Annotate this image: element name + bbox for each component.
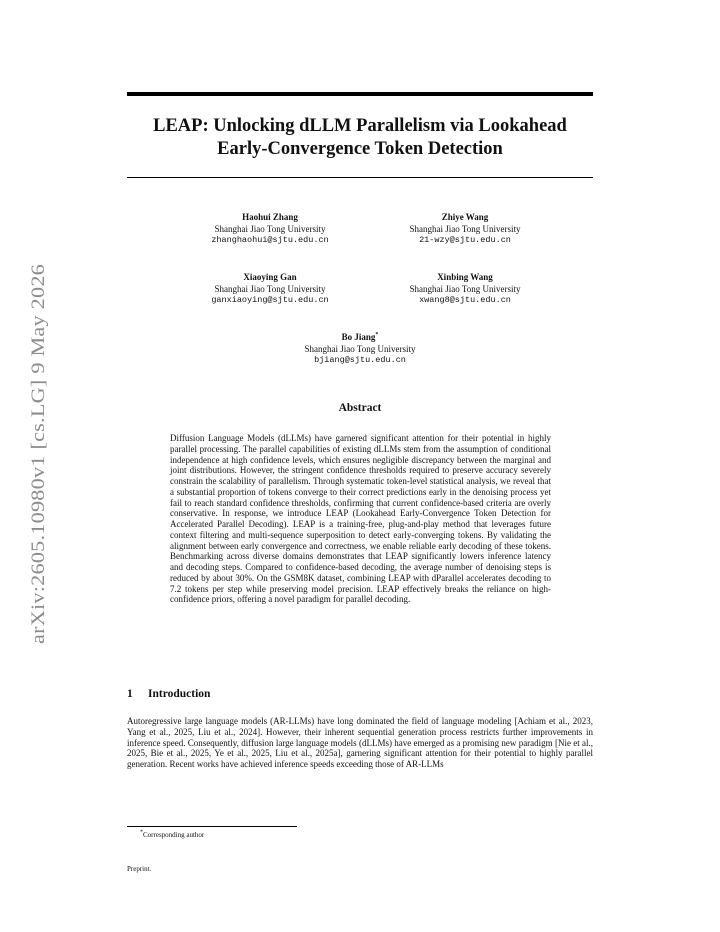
footnote-marker: *: [140, 829, 143, 836]
footnote-text: Corresponding author: [143, 831, 205, 839]
abstract-heading: Abstract: [338, 402, 382, 414]
footnote: [140, 831, 204, 839]
author-name: Bo Jiang: [341, 332, 376, 342]
author-name: Xinbing Wang: [437, 272, 493, 282]
abstract-text: Diffusion Language Models (dLLMs) have garnered significant attention for their potential in highly parallel processing. The parallel capabilities of existing dLLMs stem from the assumption of conditional independence at high confidence levels, which ensures negligible discrepancy between the marginal and joint distributions. However, the stringent confidence thresholds required to preserve accuracy severely constrain the scalability of parallelism. Through systematic token-level statistical analysis, we reveal that a substantial proportion of tokens converge to their correct predictions early in the denoising process yet fail to reach standard confidence thresholds, confirming that current confidence-based criteria are overly conservative. In response, we introduce LEAP (Lookahead Early-Convergence Token Detection for Accelerated Parallel Decoding). LEAP is a training-free, plug-and-play method that leverages future context filtering and multi-sequence superposition to detect early-converging tokens. By validating the alignment between early convergence and correctness, we enable reliable early decoding of these tokens. Benchmarking across diverse domains demonstrates that LEAP significantly lowers inference latency and decoding steps. Compared to confidence-based decoding, the average number of denoising steps is reduced by about 30%. On the GSM8K dataset, combining LEAP with dParallel accelerates decoding to 7.2 tokens per step while preserving model precision. LEAP effectively breaks the reliance on high-confidence priors, offering a novel paradigm for parallel decoding.: [170, 433, 551, 605]
arxiv-stamp: [24, 262, 54, 644]
paper-title: LEAP: Unlocking dLLM Parallelism via Lookahead Early-Convergence Token Detection: [153, 116, 567, 159]
author-name: Zhiye Wang: [441, 212, 489, 222]
footnote-rule: [127, 826, 297, 827]
author-email[interactable]: bjiang@sjtu.edu.cn: [314, 355, 406, 365]
author-email[interactable]: xwang8@sjtu.edu.cn: [419, 295, 511, 305]
author-email[interactable]: zhanghaohui@sjtu.edu.cn: [211, 235, 329, 245]
author-email[interactable]: ganxiaoying@sjtu.edu.cn: [211, 295, 329, 305]
author-block: [355, 272, 575, 307]
section-number: 1: [127, 688, 133, 700]
author-affiliation: Shanghai Jiao Tong University: [409, 283, 521, 294]
author-affiliation: Shanghai Jiao Tong University: [409, 223, 521, 234]
author-block: [355, 212, 575, 247]
author-email[interactable]: 21-wzy@sjtu.edu.cn: [419, 235, 511, 245]
title-top-rule: [127, 92, 593, 96]
author-name: Haohui Zhang: [242, 212, 298, 222]
author-block: [250, 332, 470, 367]
author-block: [160, 272, 380, 307]
corresponding-marker: *: [375, 332, 379, 338]
introduction-text: Autoregressive large language models (AR-LLMs) have long dominated the field of language modeling [Achiam et al., 2023, Yang et al., 2025, Liu et al., 2024]. However, their inherent sequential generation process restricts further improvements in inference speed. Consequently, diffusion large language models (dLLMs) have emerged as a promising new paradigm [Nie et al., 2025, Bie et al., 2025, Ye et al., 2025, Liu et al., 2025a], garnering significant attention for their potential to highly parallel generation. Recent works have achieved inference speeds exceeding those of AR-LLMs: [127, 716, 593, 769]
title-bottom-rule: [127, 177, 593, 178]
author-affiliation: Shanghai Jiao Tong University: [304, 343, 416, 354]
author-affiliation: Shanghai Jiao Tong University: [214, 283, 326, 294]
preprint-label: Preprint.: [127, 865, 152, 873]
author-block: [160, 212, 380, 247]
section-heading: [127, 688, 210, 700]
arxiv-stamp-text: arXiv:2605.10980v1 [cs.LG] 9 May 2026: [28, 318, 49, 644]
author-name: Xiaoying Gan: [243, 272, 297, 282]
section-title: Introduction: [148, 688, 211, 700]
author-affiliation: Shanghai Jiao Tong University: [214, 223, 326, 234]
